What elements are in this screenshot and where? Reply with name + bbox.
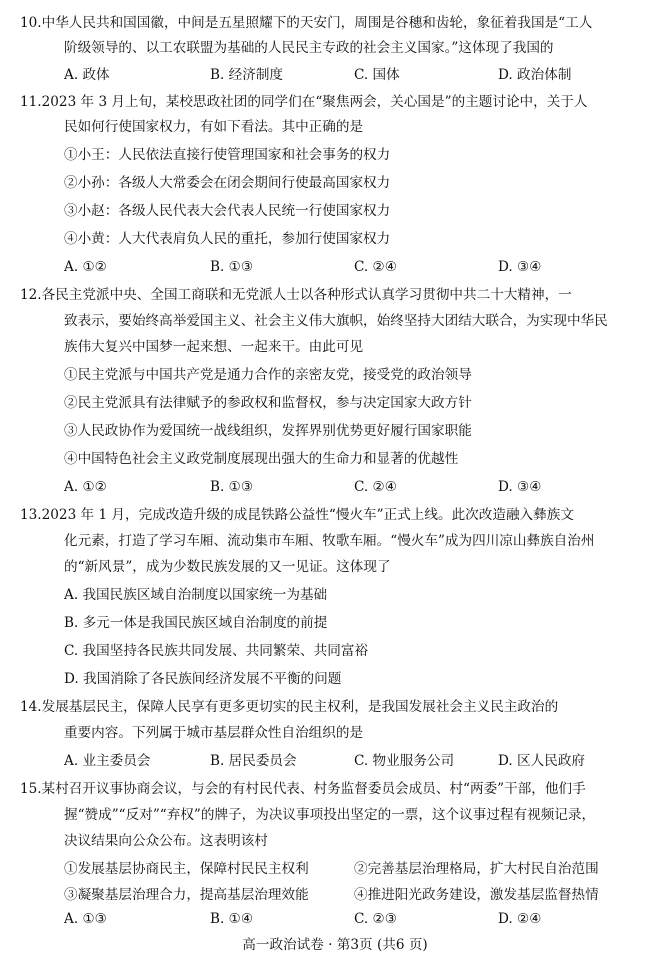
question-15-line-1 <box>20 780 670 798</box>
question-12-statement-3: ③人民政协作为爱国统一战线组织，发挥界别优势更好履行国家职能 <box>64 423 472 439</box>
question-15-line-3: 决议结果向公众公布。这表明该村 <box>64 833 268 849</box>
question-15-statement-3: ③凝聚基层治理合力，提高基层治理效能 <box>64 887 309 903</box>
question-12-option-d[interactable]: D. ③④ <box>498 479 542 495</box>
question-number: 13. <box>20 507 42 523</box>
question-12-statement-1: ①民主党派与中国共产党是通力合作的亲密友党，接受党的政治领导 <box>64 367 472 383</box>
question-12-line-2: 致表示，要始终高举爱国主义、社会主义伟大旗帜，始终坚持大团结大联合，为实现中华民 <box>64 313 608 329</box>
question-10-option-d[interactable]: D. 政治体制 <box>498 67 572 83</box>
question-text: 发展基层民主，保障人民享有更多更切实的民主权利，是我国发展社会主义民主政治的 <box>41 699 559 715</box>
question-15-statement-1: ①发展基层协商民主，保障村民民主权利 <box>64 861 309 877</box>
question-text: 2023 年 1 月，完成改造升级的成昆铁路公益性“慢火车”正式上线。此次改造融入彝族文 <box>41 507 574 523</box>
question-14-option-c[interactable]: C. 物业服务公司 <box>354 753 455 769</box>
question-11-statement-3: ③小赵：各级人民代表大会代表人民统一行使国家权力 <box>64 203 391 219</box>
question-15-option-b[interactable]: B. ①④ <box>210 911 254 927</box>
question-14-option-b[interactable]: B. 居民委员会 <box>210 753 297 769</box>
question-15-option-a[interactable]: A. ①③ <box>64 911 107 927</box>
question-14-option-a[interactable]: A. 业主委员会 <box>64 753 151 769</box>
question-number: 11. <box>20 94 42 110</box>
question-number: 12. <box>20 287 42 303</box>
question-text: 中华人民共和国国徽，中间是五星照耀下的天安门，周围是谷穗和齿轮，象征着我国是“工人 <box>41 15 593 31</box>
question-12-statement-4: ④中国特色社会主义政党制度展现出强大的生命力和显著的优越性 <box>64 451 459 467</box>
question-11-option-d[interactable]: D. ③④ <box>498 259 542 275</box>
question-14-line-1 <box>20 698 670 716</box>
question-text: 各民主党派中央、全国工商联和无党派人士以各种形式认真学习贯彻中共二十大精神，一 <box>41 287 572 303</box>
question-12-statement-2: ②民主党派具有法律赋予的参政权和监督权，参与决定国家大政方针 <box>64 395 472 411</box>
question-number: 15. <box>20 781 42 797</box>
question-15-option-d[interactable]: D. ②④ <box>498 911 542 927</box>
question-14-line-2: 重要内容。下列属于城市基层群众性自治组织的是 <box>64 725 364 741</box>
question-13-option-c[interactable]: C. 我国坚持各民族共同发展、共同繁荣、共同富裕 <box>64 643 369 659</box>
question-13-line-3: 的“新风景”，成为少数民族发展的又一见证。这体现了 <box>64 559 391 575</box>
question-13-option-a[interactable]: A. 我国民族区域自治制度以国家统一为基础 <box>64 587 328 603</box>
question-10-option-b[interactable]: B. 经济制度 <box>210 67 284 83</box>
question-11-statement-1: ①小王：人民依法直接行使管理国家和社会事务的权力 <box>64 147 391 163</box>
question-12-option-c[interactable]: C. ②④ <box>354 479 397 495</box>
question-11-line-2: 民如何行使国家权力，有如下看法。其中正确的是 <box>64 119 364 135</box>
question-10-option-a[interactable]: A. 政体 <box>64 67 110 83</box>
question-number: 10. <box>20 15 42 31</box>
page-footer: 高一政治试卷 · 第3页 (共6 页) <box>242 937 428 953</box>
question-12-line-1 <box>20 286 670 304</box>
question-number: 14. <box>20 699 42 715</box>
question-11-statement-2: ②小孙：各级人大常委会在闭会期间行使最高国家权力 <box>64 175 391 191</box>
question-13-line-2: 化元素，打造了学习车厢、流动集市车厢、牧歌车厢。“慢火车”成为四川凉山彝族自治州 <box>64 533 595 549</box>
question-10-line-1 <box>20 14 670 32</box>
question-13-line-1 <box>20 506 670 524</box>
question-15-option-c[interactable]: C. ②③ <box>354 911 397 927</box>
question-13-option-b[interactable]: B. 多元一体是我国民族区域自治制度的前提 <box>64 615 328 631</box>
question-11-option-a[interactable]: A. ①② <box>64 259 107 275</box>
question-13-option-d[interactable]: D. 我国消除了各民族间经济发展不平衡的问题 <box>64 671 342 687</box>
question-15-line-2: 握“赞成”“反对”“弃权”的牌子，为决议事项投出坚定的一票，这个议事过程有视频记录， <box>64 807 596 823</box>
question-10-option-c[interactable]: C. 国体 <box>354 67 400 83</box>
question-12-line-3: 族伟大复兴中国梦一起来想、一起来干。由此可见 <box>64 339 364 355</box>
question-12-option-b[interactable]: B. ①③ <box>210 479 254 495</box>
question-14-option-d[interactable]: D. 区人民政府 <box>498 753 586 769</box>
question-11-option-c[interactable]: C. ②④ <box>354 259 397 275</box>
question-15-statement-2: ②完善基层治理格局，扩大村民自治范围 <box>354 861 599 877</box>
question-text: 某村召开议事协商会议，与会的有村民代表、村务监督委员会成员、村“两委”干部，他们手 <box>41 781 586 797</box>
question-15-statement-4: ④推进阳光政务建设，激发基层监督热情 <box>354 887 599 903</box>
question-text: 2023 年 3 月上旬，某校思政社团的同学们在“聚焦两会，关心国是”的主题讨论中，关于人 <box>41 94 588 110</box>
question-12-option-a[interactable]: A. ①② <box>64 479 107 495</box>
question-11-line-1 <box>20 93 670 111</box>
question-10-line-2: 阶级领导的、以工农联盟为基础的人民民主专政的社会主义国家。”这体现了我国的 <box>64 40 554 56</box>
question-11-statement-4: ④小黄：人大代表肩负人民的重托，参加行使国家权力 <box>64 231 391 247</box>
question-11-option-b[interactable]: B. ①③ <box>210 259 254 275</box>
